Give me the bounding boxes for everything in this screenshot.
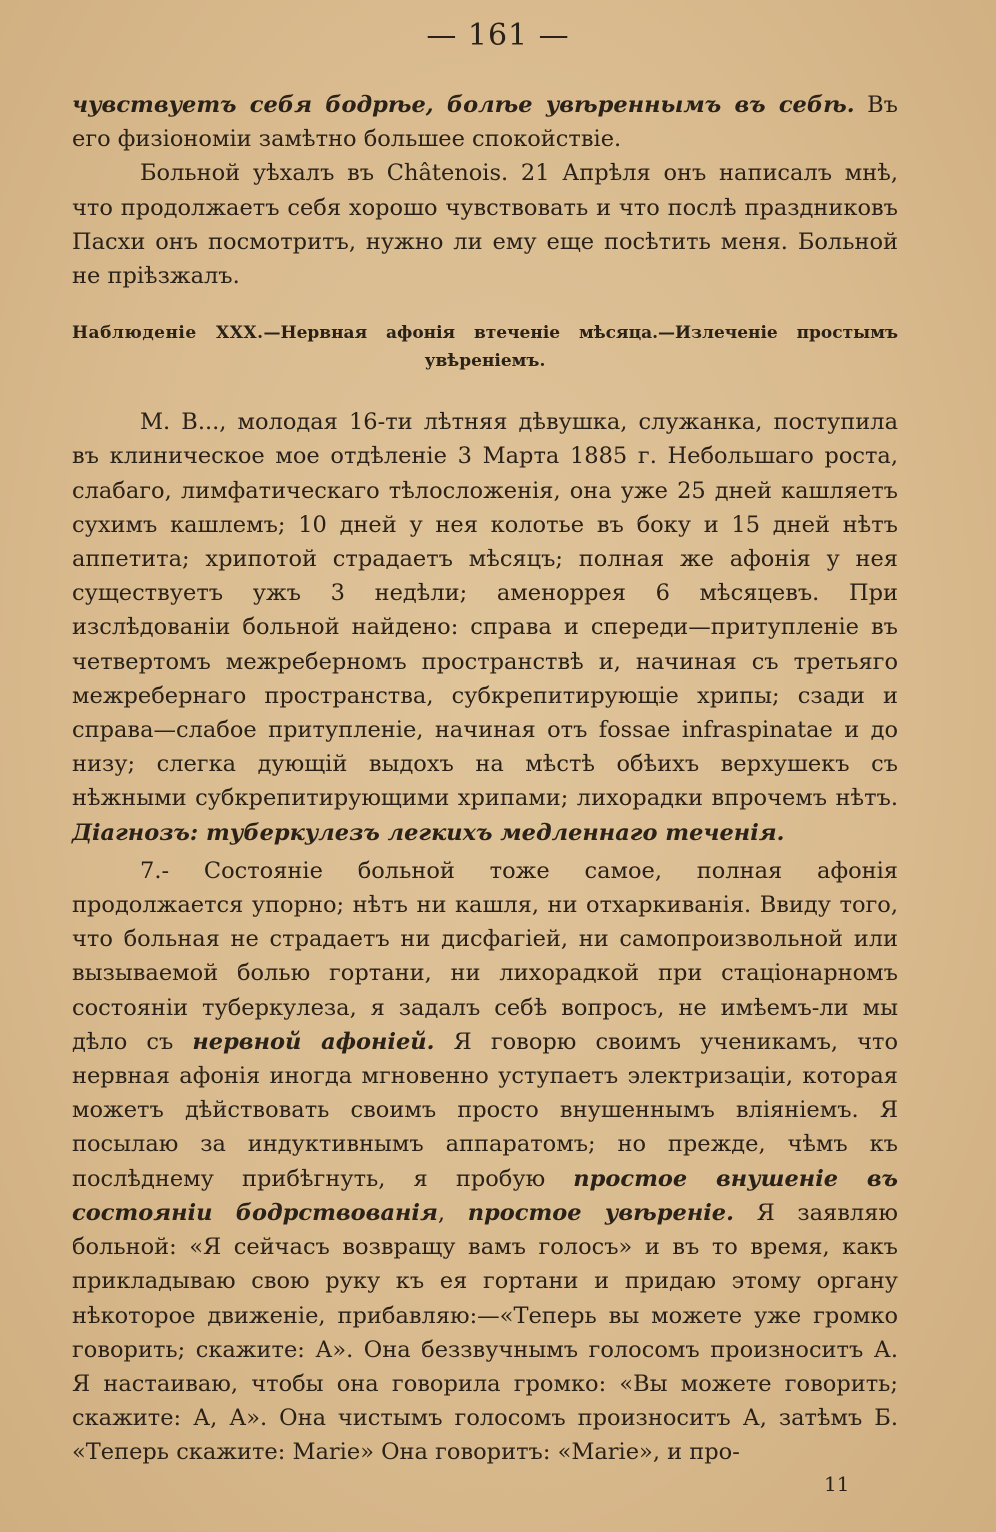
paragraph-text: Больной уѣхалъ въ Châtenois. 21 Апрѣля онъ написалъ мнѣ, что продолжаетъ себя хорошо чувствовать и что послѣ праздниковъ Пасхи онъ посмотритъ, нужно ли ему еще посѣтить меня. Больной не пріѣзжалъ.: [72, 160, 898, 290]
paragraph-text: M. B..., молодая 16-ти лѣтняя дѣвушка, служанка, поступила въ клиническое мое отдѣленіе 3 Марта 1885 г. Небольшаго роста, слабаго, лимфатическаго тѣлосложенія, она уже 25 дней кашляетъ сухимъ кашлемъ; 10 дней у нея колотье въ боку и 15 дней нѣтъ аппетита; хрипотой страдаетъ мѣсяцъ; полная же афонія у нея существуетъ ужъ 3 недѣли; аменоррея 6 мѣсяцевъ. При изслѣдованіи больной найдено: справа и спереди—притупленіе въ четвертомъ межреберномъ пространствѣ и, начиная съ третьяго межребернаго пространства, субкрепитирующіе хрипы; сзади и справа—слабое притупленіе, начиная отъ fossae infraspinatae и до низу; слегка дующій выдохъ на мѣстѣ обѣихъ верхушекъ съ нѣжными субкрепитирующими хрипами; лихорадки впрочемъ нѣтъ.: [72, 409, 898, 812]
emphasis: нервной афоніей.: [192, 1028, 435, 1055]
paragraph-text: Я говорю своимъ ученикамъ, что нервная афонія иногда мгновенно уступаетъ электризаціи, которая можетъ дѣйствовать своимъ просто внушеннымъ вліяніемъ. Я посылаю за индуктивнымъ аппаратомъ; но прежде, чѣмъ къ послѣднему прибѣгнуть, я пробую: [72, 1028, 898, 1192]
paragraph-text: Въ его физіономіи замѣтно большее спокойствіе.: [72, 92, 898, 153]
emphasis: Діагнозъ: туберкулезъ легкихъ медленнаго теченія.: [72, 819, 785, 846]
body-text: [72, 88, 898, 1470]
paragraph: [72, 854, 898, 1470]
emphasis: простое внушеніе въ состояніи бодрствованія: [72, 1165, 898, 1226]
page-number: — 161 —: [426, 18, 570, 53]
paragraph: [72, 405, 898, 850]
emphasis: простое увѣреніе.: [467, 1199, 734, 1226]
signature-mark: 11: [824, 1472, 850, 1496]
observation-title: —Нервная афонія втеченіе мѣсяца.—Излеченіе простымъ увѣреніемъ.: [263, 323, 898, 372]
emphasis: чувствуетъ себя бодрѣе, болѣе увѣреннымъ въ себѣ.: [72, 92, 855, 118]
paragraph-text: 7.- Состояніе больной тоже самое, полная афонія продолжается упорно; нѣтъ ни кашля, ни отхаркиванія. Ввиду того, что больная не страдаетъ ни дисфагіей, ни самопроизвольной или вызываемой болью гортани, ни лихорадкой при стаціонарномъ состояніи туберкулеза, я задалъ себѣ вопросъ, не имѣемъ-ли мы дѣло съ: [72, 857, 898, 1055]
paragraph-text: Я заявляю больной: «Я сейчасъ возвращу вамъ голосъ» и въ то время, какъ прикладываю свою руку къ ея гортани и придаю этому органу нѣкоторое движеніе, прибавляю:—«Теперь вы можете уже громко говорить; скажите: А». Она беззвучнымъ голосомъ произноситъ А. Я настаиваю, чтобы она говорила громко: «Вы можете говорить; скажите: А, А». Она чистымъ голосомъ произноситъ А, затѣмъ Б. «Теперь скажите: Marie» Она говоритъ: «Marie», и про-: [72, 1199, 898, 1466]
paragraph: [72, 156, 898, 293]
paragraph-text: ,: [437, 1199, 468, 1226]
observation-number: Наблюденіе XXX.: [72, 323, 264, 344]
paragraph: [72, 88, 898, 156]
observation-heading: [72, 319, 898, 375]
